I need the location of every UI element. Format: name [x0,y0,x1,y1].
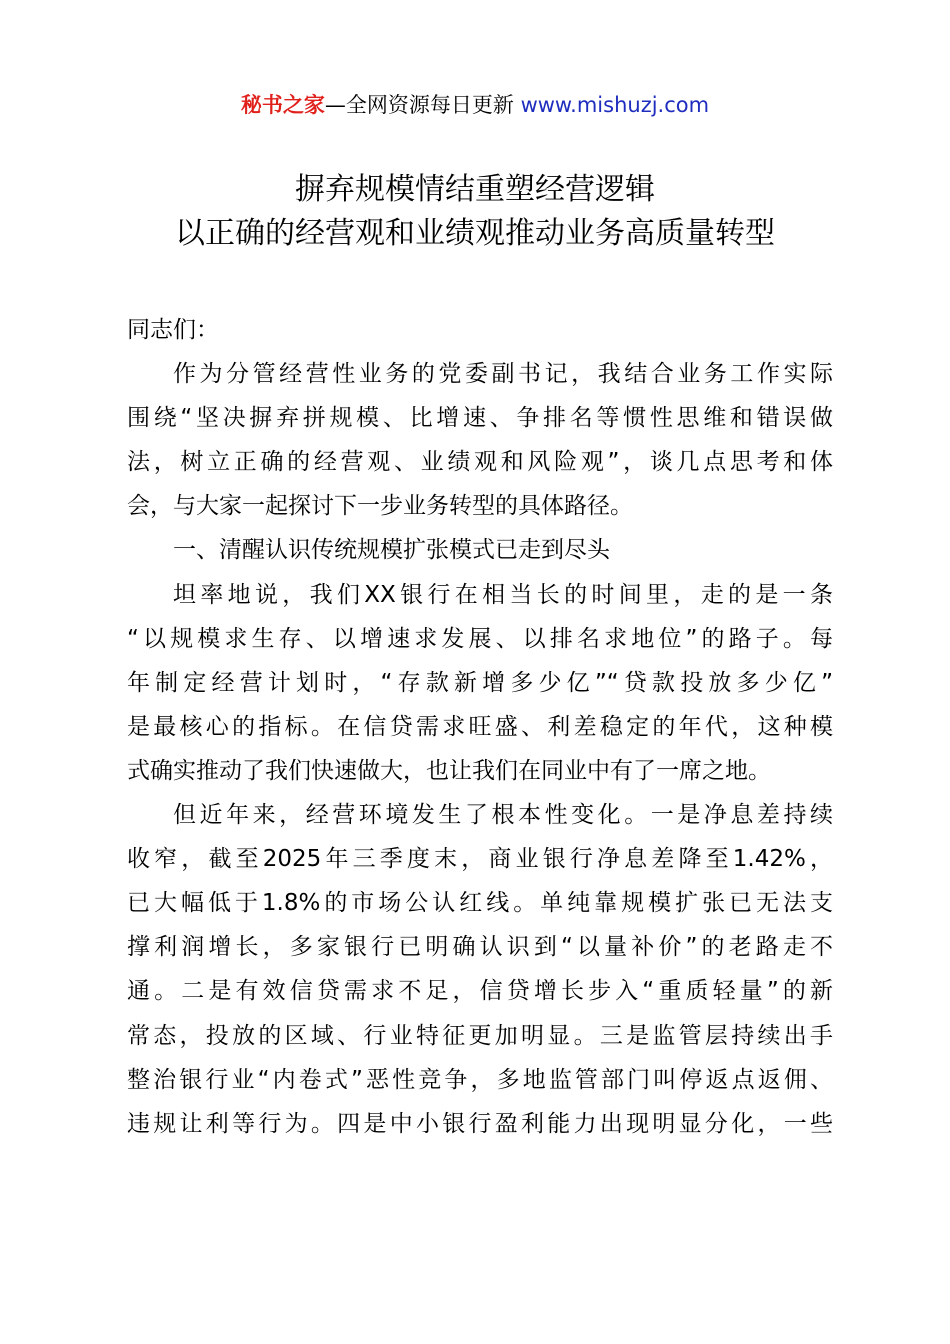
text-line: 围绕“坚决摒弃拼规模、比增速、争排名等惯性思维和错误做 [127,405,833,432]
text-line: 撑利润增长，多家银行已明确认识到“以量补价”的老路走不 [127,934,833,961]
text-line: 已大幅低于1.8%的市场公认红线。单纯靠规模扩张已无法支 [127,890,833,917]
text-line: 常态，投放的区域、行业特征更加明显。三是监管层持续出手 [127,1022,833,1049]
title-line-1: 摒弃规模情结重塑经营逻辑 [295,172,655,207]
text-line: 会，与大家一起探讨下一步业务转型的具体路径。 [127,493,633,520]
title-line-2: 以正确的经营观和业绩观推动业务高质量转型 [175,216,775,251]
site-header [0,88,950,122]
paragraph-3 [127,793,833,1146]
text-line: 坦率地说，我们XX银行在相当长的时间里，走的是一条 [173,581,833,608]
text-line: “以规模求生存、以增速求发展、以排名求地位”的路子。每 [127,625,833,652]
text-line: 年制定经营计划时，“存款新增多少亿”“贷款投放多少亿” [127,669,833,696]
site-brand: 秘书之家 [240,93,325,117]
text-line: 通。二是有效信贷需求不足，信贷增长步入“重质轻量”的新 [127,978,833,1005]
text-line: 收窄，截至2025年三季度末，商业银行净息差降至1.42%， [127,846,833,873]
text-line: 整治银行业“内卷式”恶性竞争，多地监管部门叫停返点返佣、 [127,1066,833,1093]
paragraph-2 [127,573,833,793]
section-heading-1 [127,528,833,572]
document-body [127,308,833,1146]
text-line: 是最核心的指标。在信贷需求旺盛、利差稳定的年代，这种模 [127,713,833,740]
salutation: 同志们： [127,317,219,343]
site-url[interactable]: www.mishuzj.com [520,93,710,117]
text-line: 但近年来，经营环境发生了根本性变化。一是净息差持续 [173,802,833,829]
text-line: 违规让利等行为。四是中小银行盈利能力出现明显分化，一些 [127,1110,833,1137]
document-title [0,168,950,256]
text-line: 一、清醒认识传统规模扩张模式已走到尽头 [173,537,610,564]
text-line: 法，树立正确的经营观、业绩观和风险观”，谈几点思考和体 [127,449,833,476]
text-line: 作为分管经营性业务的党委副书记，我结合业务工作实际 [173,361,833,388]
paragraph-1 [127,352,833,528]
text-line: 式确实推动了我们快速做大，也让我们在同业中有了一席之地。 [127,757,771,784]
site-tagline: —全网资源每日更新 [324,93,521,117]
